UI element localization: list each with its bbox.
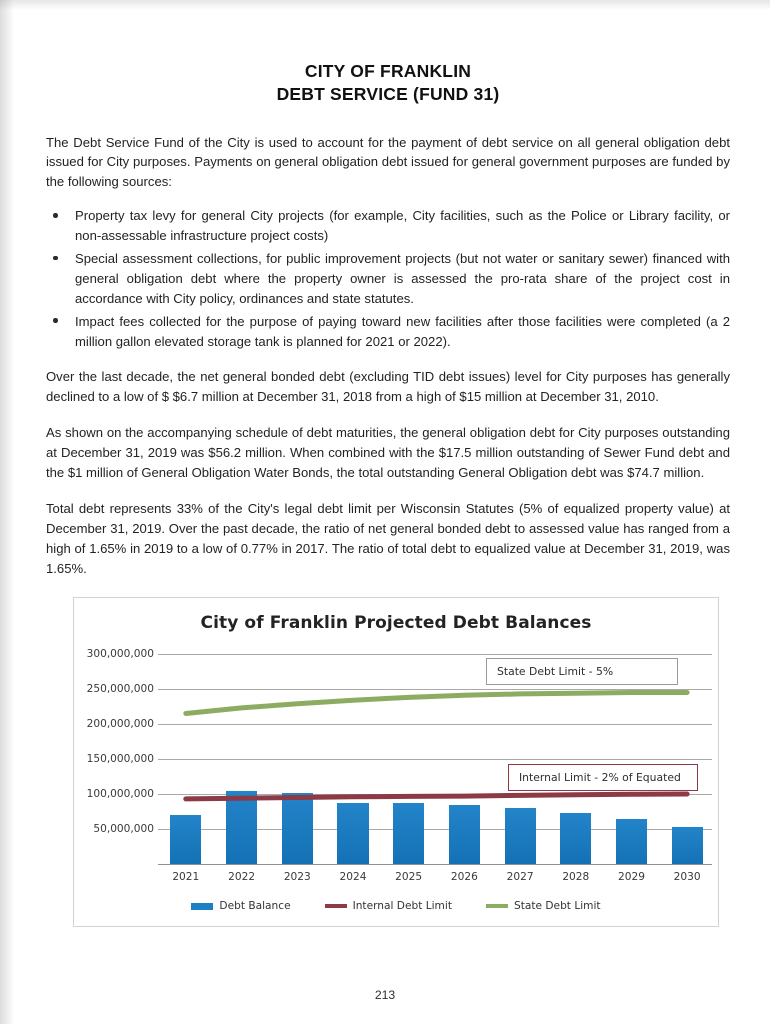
bullet-dot-icon — [53, 256, 58, 261]
legend-item-state-debt-limit — [486, 900, 601, 912]
legend-swatch-icon — [191, 903, 213, 910]
document-content — [46, 0, 730, 578]
page-number: 213 — [374, 988, 396, 1002]
legend-item-debt-balance — [191, 900, 290, 912]
intro-paragraph: The Debt Service Fund of the City is used to account for the payment of debt service on all general obligation debt issued for City purposes. Payments on general obligation debt issued for general government purposes are funded by the following sources: — [46, 134, 730, 190]
chart-x-axis-label: 2027 — [506, 871, 534, 883]
chart-x-axis-label: 2029 — [618, 871, 645, 883]
chart-y-axis-label: 50,000,000 — [93, 823, 154, 835]
legend-item-internal-debt-limit — [325, 900, 452, 912]
chart-x-axis-label: 2023 — [283, 871, 311, 883]
chart-plot-area — [74, 598, 720, 928]
list-item — [46, 249, 730, 309]
legend-label: State Debt Limit — [513, 900, 601, 912]
chart-limit-lines — [74, 598, 720, 928]
chart-y-axis-label: 100,000,000 — [86, 788, 154, 800]
funding-sources-list — [46, 206, 730, 351]
list-item — [46, 206, 730, 246]
chart-annotation-internal-limit: Internal Limit - 2% of Equated — [508, 764, 698, 791]
chart-x-axis-label: 2025 — [395, 871, 423, 883]
legend-swatch-icon — [486, 904, 508, 908]
chart-y-axis-label: 200,000,000 — [86, 718, 154, 730]
chart-title: City of Franklin Projected Debt Balances — [200, 613, 592, 633]
chart-y-axis-label: 150,000,000 — [86, 753, 154, 765]
list-item-text: Special assessment collections, for public improvement projects (but not water or sanitary sewer) financed with general obligation debt where the property owner is assessed the pro-rata share of the project cost in accordance with City policy, ordinances and state statutes. — [75, 250, 730, 306]
list-item-text: Property tax levy for general City projects (for example, City facilities, such as the Police or Library facility, or non-assessable infrastructure project costs) — [75, 208, 730, 244]
chart-x-axis-label: 2021 — [172, 871, 200, 883]
list-item-text: Impact fees collected for the purpose of paying toward new facilities after those facilities were completed (a 2 million gallon elevated storage tank is planned for 2021 or 2022). — [75, 313, 730, 349]
paragraph-net-bonded-debt: Over the last decade, the net general bonded debt (excluding TID debt issues) level for City purposes has generally declined to a low of $ $6.7 million at December 31, 2018 from a high of $15 million at December 31, 2010. — [46, 369, 730, 405]
chart-x-axis-label: 2024 — [339, 871, 367, 883]
chart-annotation-state-debt-limit: State Debt Limit - 5% — [486, 658, 678, 685]
scan-edge-shadow-left — [0, 0, 14, 1024]
chart-legend — [74, 900, 718, 912]
paragraph-debt-maturities: As shown on the accompanying schedule of debt maturities, the general obligation debt for City purposes outstanding at December 31, 2019 was $56.2 million. When combined with the $17.5 million outstanding of Sewer Fund debt and the $1 million of General Obligation Water Bonds, the total outstanding General Obligation debt was $74.7 million. — [46, 425, 730, 480]
chart-line-series — [186, 794, 687, 799]
list-item — [46, 312, 730, 352]
chart-y-axis-label: 250,000,000 — [86, 683, 154, 695]
legend-swatch-icon — [325, 904, 347, 908]
paragraph-debt-limit-ratio: Total debt represents 33% of the City's legal debt limit per Wisconsin Statutes (5% of equalized property value) at December 31, 2019. Over the past decade, the ratio of net general bonded debt to assessed value has ranged from a high of 1.65% in 2019 to a low of 0.77% in 2017. The ratio of total debt to equalized value at December 31, 2019, was 1.65%. — [46, 500, 730, 576]
chart-x-axis-label: 2026 — [450, 871, 478, 883]
projected-debt-balances-chart — [73, 597, 719, 927]
chart-x-axis-label: 2022 — [228, 871, 256, 883]
chart-x-axis-label: 2028 — [562, 871, 590, 883]
page-title-line2: DEBT SERVICE (FUND 31) — [276, 84, 500, 105]
legend-label: Debt Balance — [219, 900, 291, 912]
bullet-dot-icon — [53, 213, 58, 218]
chart-line-series — [186, 693, 687, 714]
chart-x-axis-label: 2030 — [673, 871, 701, 883]
page-title-line1: CITY OF FRANKLIN — [304, 61, 472, 81]
chart-y-axis-label: 300,000,000 — [86, 648, 154, 660]
bullet-dot-icon — [53, 318, 58, 323]
document-title-block — [46, 60, 730, 107]
legend-label: Internal Debt Limit — [352, 900, 452, 912]
